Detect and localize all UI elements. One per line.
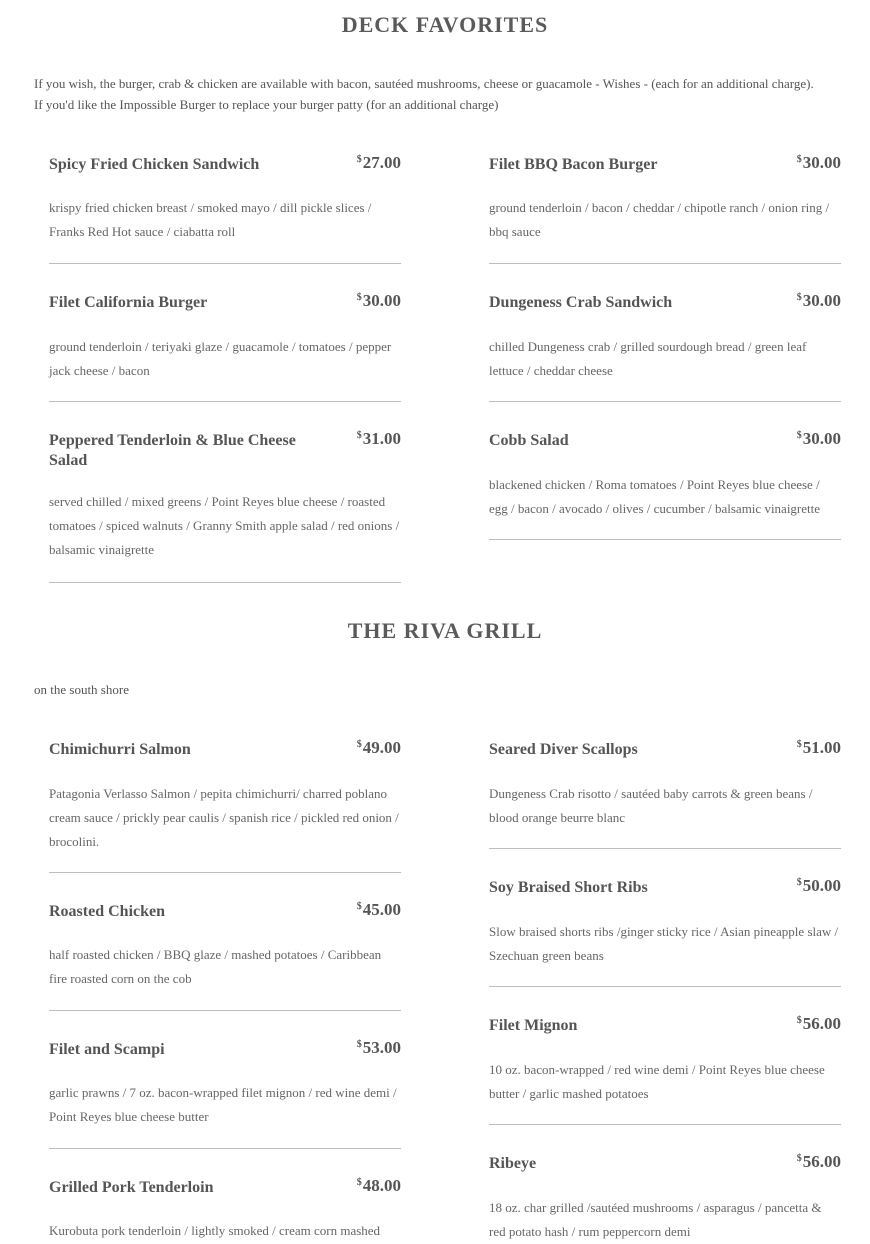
item-name: Cobb Salad xyxy=(489,432,569,449)
menu-item xyxy=(49,1040,401,1129)
divider xyxy=(489,1124,841,1125)
item-description: garlic prawns / 7 oz. bacon-wrapped filet mignon / red wine demi / Point Reyes blue cheese butter xyxy=(49,1085,397,1124)
menu-item xyxy=(49,740,401,854)
divider xyxy=(489,263,841,264)
divider xyxy=(489,986,841,987)
item-name: Filet California Burger xyxy=(49,294,208,311)
item-price: $56.00 xyxy=(796,1152,841,1171)
item-name: Filet Mignon xyxy=(489,1017,578,1034)
item-price: $30.00 xyxy=(796,429,841,448)
menu-item xyxy=(49,902,401,991)
item-description: 10 oz. bacon-wrapped / red wine demi / Point Reyes blue cheese butter / garlic mashed potatoes xyxy=(489,1062,825,1101)
item-description: Dungeness Crab risotto / sautéed baby carrots & green beans / blood orange beurre blanc xyxy=(489,786,813,825)
item-description: served chilled / mixed greens / Point Reyes blue cheese / roasted tomatoes / spiced walnuts / Granny Smith apple salad / red onions / balsamic vinaigrette xyxy=(49,494,400,557)
item-price: $50.00 xyxy=(796,876,841,895)
item-price: $45.00 xyxy=(356,900,401,919)
item-name: Chimichurri Salmon xyxy=(49,741,191,758)
menu-item xyxy=(489,293,841,383)
item-description: ground tenderloin / bacon / cheddar / chipotle ranch / onion ring / bbq sauce xyxy=(489,200,830,239)
item-name: Seared Diver Scallops xyxy=(489,741,638,758)
item-name: Spicy Fried Chicken Sandwich xyxy=(49,156,260,173)
menu-item xyxy=(489,1016,841,1106)
item-description: Kurobuta pork tenderloin / lightly smoked / cream corn mashed xyxy=(49,1223,381,1238)
note-line: If you wish, the burger, crab & chicken are available with bacon, sautéed mushrooms, cheese or guacamole - Wishes - (each for an additional charge). xyxy=(34,76,814,91)
menu-item xyxy=(489,1154,841,1244)
divider xyxy=(49,1148,401,1149)
item-description: krispy fried chicken breast / smoked mayo / dill pickle slices / Franks Red Hot sauce / ciabatta roll xyxy=(49,200,372,239)
divider xyxy=(49,1010,401,1011)
menu-item xyxy=(49,1178,401,1243)
divider xyxy=(489,848,841,849)
item-description: chilled Dungeness crab / grilled sourdough bread / green leaf lettuce / cheddar cheese xyxy=(489,339,807,378)
divider xyxy=(49,582,401,583)
item-name: Filet BBQ Bacon Burger xyxy=(489,156,658,173)
item-price: $30.00 xyxy=(356,291,401,310)
menu-item xyxy=(489,155,841,244)
item-price: $51.00 xyxy=(796,738,841,757)
item-description: ground tenderloin / teriyaki glaze / guacamole / tomatoes / pepper jack cheese / bacon xyxy=(49,339,392,378)
item-name: Peppered Tenderloin & Blue Cheese Salad xyxy=(49,432,296,469)
item-price: $27.00 xyxy=(356,153,401,172)
item-price: $31.00 xyxy=(356,429,401,448)
item-name: Soy Braised Short Ribs xyxy=(489,879,648,896)
divider xyxy=(49,401,401,402)
divider xyxy=(49,872,401,873)
item-description: Patagonia Verlasso Salmon / pepita chimichurri/ charred poblano cream sauce / prickly pear caulis / spanish rice / pickled red onion / brocolini. xyxy=(49,786,399,849)
item-name: Roasted Chicken xyxy=(49,903,166,920)
menu-item xyxy=(49,431,401,562)
item-description: 18 oz. char grilled /sautéed mushrooms / asparagus / pancetta & red potato hash / rum peppercorn demi xyxy=(489,1200,822,1239)
section-title-riva-grill: THE RIVA GRILL xyxy=(347,618,543,643)
item-description: blackened chicken / Roma tomatoes / Point Reyes blue cheese / egg / bacon / avocado / olives / cucumber / balsamic vinaigrette xyxy=(489,477,821,516)
divider xyxy=(489,401,841,402)
item-price: $30.00 xyxy=(796,153,841,172)
menu-item xyxy=(489,740,841,830)
item-price: $56.00 xyxy=(796,1014,841,1033)
menu-item xyxy=(489,878,841,968)
item-price: $49.00 xyxy=(356,738,401,757)
item-price: $48.00 xyxy=(356,1176,401,1195)
menu-item xyxy=(49,293,401,383)
section-title-deck-favorites: DECK FAVORITES xyxy=(341,12,549,37)
note-line: on the south shore xyxy=(34,682,129,697)
item-name: Grilled Pork Tenderloin xyxy=(49,1179,214,1196)
item-description: half roasted chicken / BBQ glaze / mashed potatoes / Caribbean fire roasted corn on the cob xyxy=(49,947,382,986)
divider xyxy=(489,539,841,540)
menu-item xyxy=(49,155,401,244)
item-price: $53.00 xyxy=(356,1038,401,1057)
item-name: Dungeness Crab Sandwich xyxy=(489,294,673,311)
note-line: If you'd like the Impossible Burger to replace your burger patty (for an additional charge) xyxy=(34,97,499,112)
section-note-riva-grill xyxy=(34,679,854,700)
item-description: Slow braised shorts ribs /ginger sticky rice / Asian pineapple slaw / Szechuan green beans xyxy=(489,924,839,963)
divider xyxy=(49,263,401,264)
item-price: $30.00 xyxy=(796,291,841,310)
section-note-deck-favorites xyxy=(34,73,854,115)
item-name: Ribeye xyxy=(489,1155,537,1172)
menu-item xyxy=(489,431,841,521)
item-name: Filet and Scampi xyxy=(49,1041,165,1058)
